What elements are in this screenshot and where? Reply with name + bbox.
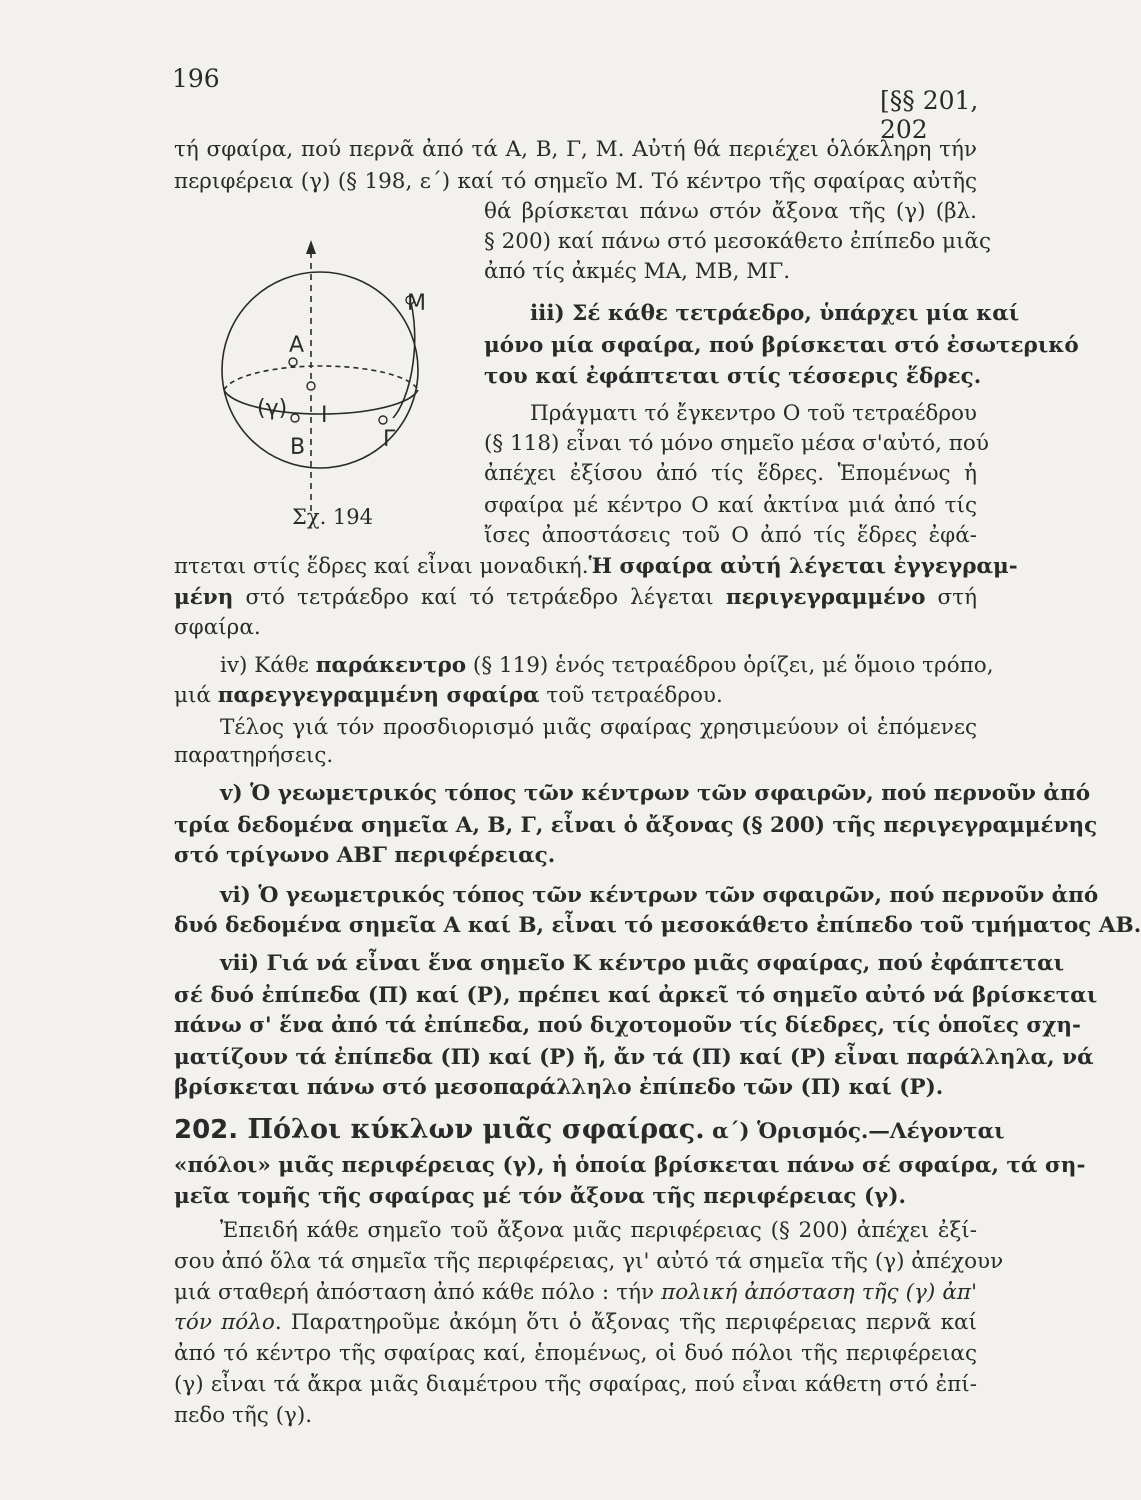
text-line: του καί ἐφάπτεται στίς τέσσερις ἕδρες.: [484, 364, 982, 389]
point-b: [291, 414, 299, 422]
text-line: μιά σταθερή ἀπόσταση ἀπό κάθε πόλο : τήν πολική ἀπόσταση τῆς (γ) ἀπ': [174, 1280, 977, 1305]
text-line: «πόλοι» μιᾶς περιφέρειας (γ), ἡ ὁποία βρίσκεται πάνω σέ σφαίρα, τά ση-: [174, 1153, 1086, 1178]
label-i: I: [321, 403, 328, 428]
section-reference: [§§ 201, 202: [880, 86, 979, 144]
text-line: v) Ὁ γεωμετρικός τόπος τῶν κέντρων τῶν σφαιρῶν, πού περνοῦν ἀπό: [220, 781, 1091, 806]
text-line: § 200) καί πάνω στό μεσοκάθετο ἐπίπεδο μιᾶς: [484, 229, 991, 254]
text-line: στό τρίγωνο ΑΒΓ περιφέρειας.: [174, 843, 556, 868]
text-line: σου ἀπό ὅλα τά σημεῖα τῆς περιφέρειας, γι' αὐτό τά σημεῖα τῆς (γ) ἀπέχουν: [174, 1249, 1004, 1274]
text-line: ἴσες ἀποστάσεις τοῦ Ο ἀπό τίς ἕδρες ἐφά-: [484, 523, 977, 548]
text-line: τόν πόλο. Παρατηροῦμε ἀκόμη ὅτι ὁ ἄξονας τῆς περιφέρειας περνᾶ καί: [174, 1310, 977, 1335]
text-line: μόνο μία σφαίρα, πού βρίσκεται στό ἐσωτερικό: [484, 333, 1079, 358]
text-line: τή σφαίρα, πού περνᾶ ἀπό τά Α, Β, Γ, Μ. Αὐτή θά περιέχει ὁλόκληρη τήν: [174, 137, 977, 162]
text-line: Τέλος γιά τόν προσδιορισμό μιᾶς σφαίρας χρησιμεύουν οἱ ἑπόμενες: [220, 715, 977, 740]
label-m: Μ: [407, 291, 426, 316]
text-line: ματίζουν τά ἐπίπεδα (Π) καί (Ρ) ἤ, ἄν τά (Π) καί (Ρ) εἶναι παράλληλα, νά: [174, 1045, 1094, 1070]
point-a: [289, 358, 297, 366]
text-line: πάνω σ' ἕνα ἀπό τά ἐπίπεδα, πού διχοτομοῦν τίς δίεδρες, τίς ὁποῖες σχη-: [174, 1013, 1081, 1038]
text-line: βρίσκεται πάνω στό μεσοπαράλληλο ἐπίπεδο τῶν (Π) καί (Ρ).: [174, 1075, 944, 1100]
label-g: Γ: [383, 427, 396, 452]
text-line: vii) Γιά νά εἶναι ἕνα σημεῖο Κ κέντρο μιᾶς σφαίρας, πού ἐφάπτεται: [220, 951, 1065, 976]
text-line: δυό δεδομένα σημεῖα Α καί Β, εἶναι τό μεσοκάθετο ἐπίπεδο τοῦ τμήματος ΑΒ.: [174, 913, 1141, 938]
text-line: vi) Ὁ γεωμετρικός τόπος τῶν κέντρων τῶν σφαιρῶν, πού περνοῦν ἀπό: [220, 883, 1099, 908]
text-line: τρία δεδομένα σημεῖα Α, Β, Γ, εἶναι ὁ ἄξονας (§ 200) τῆς περιγεγραμμένης: [174, 813, 1098, 838]
page-number: 196: [172, 64, 220, 93]
circle-gamma-back: [224, 366, 418, 390]
text-line: (§ 118) εἶναι τό μόνο σημεῖο μέσα σ'αὐτό, πού: [484, 431, 989, 456]
figure-caption: Σχ. 194: [292, 505, 374, 529]
text-line: (γ) εἶναι τά ἄκρα μιᾶς διαμέτρου τῆς σφαίρας, πού εἶναι κάθετη στό ἐπί-: [174, 1372, 977, 1397]
point-o: [307, 382, 315, 390]
text-line: Πράγματι τό ἔγκεντρο Ο τοῦ τετραέδρου: [530, 401, 977, 426]
text-line: Ἐπειδή κάθε σημεῖο τοῦ ἄξονα μιᾶς περιφέρειας (§ 200) ἀπέχει ἐξί-: [220, 1218, 977, 1243]
text-line: ἀπέχει ἐξίσου ἀπό τίς ἕδρες. Ἑπομένως ἡ: [484, 461, 977, 486]
point-g: [379, 416, 387, 424]
axis-arrow-icon: [306, 240, 316, 254]
text-line: σφαίρα μέ κέντρο Ο καί ἀκτίνα μιά ἀπό τίς: [484, 493, 977, 518]
text-line: πτεται στίς ἕδρες καί εἶναι μοναδική.Ἡ σφαίρα αὐτή λέγεται ἐγγεγραμ-: [174, 554, 1018, 579]
text-line: ἀπό τίς ἀκμές ΜΑ, ΜΒ, ΜΓ.: [484, 259, 791, 284]
label-b: Β: [290, 435, 306, 460]
text-line: παρατηρήσεις.: [174, 743, 334, 768]
text-line: θά βρίσκεται πάνω στόν ἄξονα τῆς (γ) (βλ.: [484, 199, 977, 224]
text-line: περιφέρεια (γ) (§ 198, ε΄) καί τό σημεῖο Μ. Τό κέντρο τῆς σφαίρας αὐτῆς: [174, 169, 977, 194]
text-line: ἀπό τό κέντρο τῆς σφαίρας καί, ἑπομένως, οἱ δυό πόλοι τῆς περιφέρειας: [174, 1341, 977, 1366]
text-line: μιά παρεγγεγραμμένη σφαίρα τοῦ τετραέδρου.: [174, 683, 723, 708]
text-line: σφαίρα.: [174, 615, 261, 640]
text-line: iii) Σέ κάθε τετράεδρο, ὑπάρχει μία καί: [530, 301, 1020, 326]
label-a: Α: [289, 333, 305, 358]
label-gamma: (γ): [257, 396, 288, 421]
text-line: μένη στό τετράεδρο καί τό τετράεδρο λέγεται περιγεγραμμένο στή: [174, 585, 977, 610]
text-line: σέ δυό ἐπίπεδα (Π) καί (Ρ), πρέπει καί ἀρκεῖ τό σημεῖο αὐτό νά βρίσκεται: [174, 983, 1098, 1008]
section-heading: 202. Πόλοι κύκλων μιᾶς σφαίρας. α΄) Ὁρισμός.—Λέγονται: [174, 1114, 1005, 1145]
text-line: μεῖα τομῆς τῆς σφαίρας μέ τόν ἄξονα τῆς περιφέρειας (γ).: [174, 1184, 907, 1209]
text-line: πεδο τῆς (γ).: [174, 1403, 313, 1428]
sphere-figure: [225, 240, 425, 510]
text-line: iv) Κάθε παράκεντρο (§ 119) ἑνός τετραέδρου ὁρίζει, μέ ὅμοιο τρόπο,: [220, 653, 994, 678]
